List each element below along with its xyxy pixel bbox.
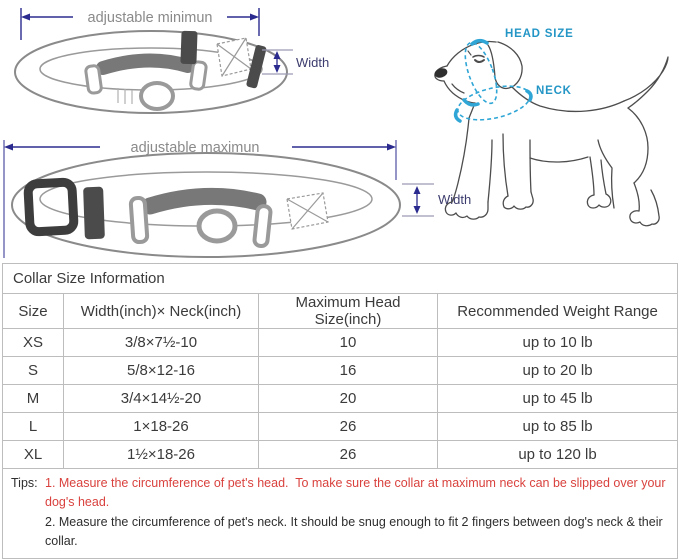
cell-weight: up to 20 lb <box>438 357 678 385</box>
col-header-size: Size <box>3 294 64 329</box>
stitch-patch <box>287 193 328 229</box>
cell-size: XL <box>3 441 64 469</box>
col-header-weight: Recommended Weight Range <box>438 294 678 329</box>
cell-weight: up to 120 lb <box>438 441 678 469</box>
table-header-row <box>3 294 678 329</box>
collar-pad <box>103 60 188 68</box>
stitch-patch <box>217 38 251 76</box>
dog-tail <box>624 57 668 108</box>
collar-min-diagram <box>15 31 287 113</box>
cell-size: XS <box>3 329 64 357</box>
tips-block <box>11 474 669 552</box>
cell-max-head: 26 <box>259 441 438 469</box>
cell-width-neck: 1×18-26 <box>64 413 259 441</box>
neck-label: NECK <box>536 85 572 97</box>
table-row <box>3 413 678 441</box>
cell-weight: up to 85 lb <box>438 413 678 441</box>
cell-size: M <box>3 385 64 413</box>
collar-size-table <box>2 263 678 559</box>
d-ring <box>141 83 173 109</box>
adjuster-slider <box>83 187 105 240</box>
collar-pad <box>150 196 258 206</box>
table-title-row <box>3 264 678 294</box>
size-table-section <box>2 263 677 559</box>
table-row <box>3 441 678 469</box>
head-size-label: HEAD SIZE <box>505 28 574 40</box>
cell-max-head: 20 <box>259 385 438 413</box>
col-header-max-head: Maximum Head Size(inch) <box>259 294 438 329</box>
cell-max-head: 16 <box>259 357 438 385</box>
keeper-loop <box>130 198 147 243</box>
cell-width-neck: 3/4×14½-20 <box>64 385 259 413</box>
col-header-width-neck: Width(inch)× Neck(inch) <box>64 294 259 329</box>
table-row <box>3 385 678 413</box>
cell-size: S <box>3 357 64 385</box>
tips-row <box>3 469 678 559</box>
keeper-loop <box>85 65 102 94</box>
cell-width-neck: 1½×18-26 <box>64 441 259 469</box>
cell-max-head: 10 <box>259 329 438 357</box>
width-label-max: Width <box>438 192 472 207</box>
keeper-loop <box>254 205 271 246</box>
cell-max-head: 26 <box>259 413 438 441</box>
adjuster-slider <box>180 31 197 65</box>
cell-width-neck: 3/8×7½-10 <box>64 329 259 357</box>
cell-size: L <box>3 413 64 441</box>
dog-ear <box>488 42 522 88</box>
dog-eye <box>473 56 484 58</box>
d-ring <box>199 211 235 241</box>
keeper-loop <box>190 61 207 90</box>
tips-label: Tips: <box>11 476 38 490</box>
max-label: adjustable maximun <box>130 140 260 156</box>
cell-weight: up to 10 lb <box>438 329 678 357</box>
tip-2: 2. Measure the circumference of pet's neck. It should be snug enough to fit 2 fingers between dog's neck & their collar. <box>45 514 667 549</box>
cell-weight: up to 45 lb <box>438 385 678 413</box>
table-row <box>3 357 678 385</box>
tip-1: 1. Measure the circumference of pet's head. To make sure the collar at maximum neck can be slipped over your dog's head. <box>45 476 669 510</box>
cell-width-neck: 5/8×12-16 <box>64 357 259 385</box>
illustration-canvas <box>0 0 679 263</box>
table-title: Collar Size Information <box>3 264 678 294</box>
min-label: adjustable minimun <box>87 10 213 26</box>
width-measure-max <box>402 184 434 216</box>
width-label-min: Width <box>296 55 330 70</box>
table-row <box>3 329 678 357</box>
collar-max-diagram <box>12 153 400 257</box>
